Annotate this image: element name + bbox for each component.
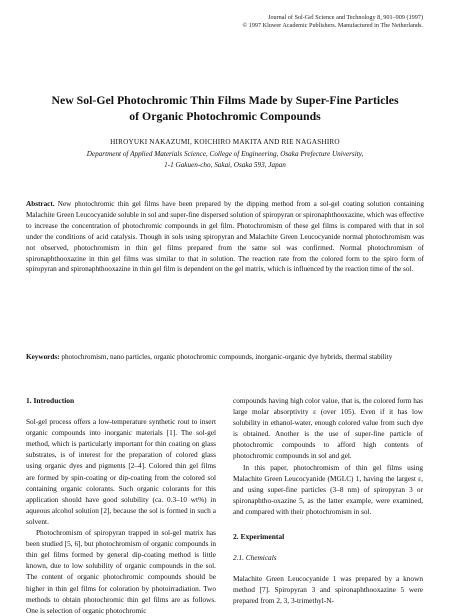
- affiliation-line-1: Department of Applied Materials Science, College of Engineering, Osaka Prefecture University,: [86, 150, 364, 158]
- authors: HIROYUKI NAKAZUMI, KOICHIRO MAKITA AND RIE NAGASHIRO: [110, 138, 340, 146]
- title-line-1: New Sol-Gel Photochromic Thin Films Made by Super-Fine Particles: [51, 93, 399, 107]
- intro-paragraph-2: Photochromism of spiropyran trapped in sol-gel matrix has been studied [5, 6], but photochromism of organic compounds in thin gel films formed by general dip-coating method is little known, due to low solubility of organic compounds in the sol. The content of organic photochromic compounds should be higher in thin gel films for coloration by photoirradiation. Two methods to obtain photochromic thin gel films are as follows. One is selection of organic photochromic: [26, 528, 216, 615]
- title-line-2: of Organic Photochromic Compounds: [129, 108, 321, 123]
- journal-citation: Journal of Sol-Gel Science and Technology 8, 901–909 (1997): [268, 14, 423, 21]
- keywords: [26, 352, 424, 363]
- section-heading-experimental: 2. Experimental: [233, 532, 285, 542]
- intro-paragraph-4: In this paper, photochromism of thin gel films using Malachite Green Leucocyanide (MGLC) 1, having the largest ε, and using super-fine particles (3–8 nm) of spiropyran 3 or spironaphtho-oxazine 5, as the latter example, were examined, and compared with their photochromism in sol.: [233, 462, 423, 516]
- intro-paragraph-1: Sol-gel process offers a low-temperature synthetic rout to insert organic compounds into inorganic materials [1]. The sol-gel method, which is particularly important for thin coating on glass substrates, is of interest for the preparation of colored glass using organic dyes and pigments [2–4]. Colored thin gel films are formed by spin-coating or dip-coating from the colored sol containing organic colorants. Such organic colorants for this application should have good solubility (ca. 0.3–10 wt%) in aqueous alcohol solution [2], because the sol is formed in such a solvent.: [26, 417, 216, 526]
- chemicals-paragraph: Malachite Green Leucocyanide 1 was prepared by a known method [7]. Spiropyran 3 and spironaphthooxazine 5 were prepared from 2, 3, 3-trimethyl-N-: [233, 574, 423, 606]
- keywords-label: Keywords:: [26, 353, 60, 361]
- abstract: [26, 199, 424, 275]
- keywords-text: photochromism, nano particles, organic photochromic compounds, inorganic-organic dye hybrids, thermal stability: [61, 353, 393, 361]
- subsection-heading-chemicals: 2.1. Chemicals: [233, 553, 277, 563]
- affiliation: [20, 149, 430, 171]
- abstract-label: Abstract.: [26, 200, 55, 208]
- journal-copyright: © 1997 Kluwer Academic Publishers. Manufactured in The Netherlands.: [242, 22, 423, 29]
- article-title: [20, 93, 430, 124]
- journal-header: [242, 14, 423, 30]
- abstract-text: New photochromic thin gel films have been prepared by the dipping method from a sol-gel coating solution containing Malachite Green Leucocyanide soluble in sol and super-fine dispersed solution of spiropyran or spironaphthooxazine, which was effective to increase the concentration of photochromic compounds in gel film. Photochromism of these gel films is compared with that in sol under the conditions of acid catalysis. Though in sols using spiropyran and Malachite Green Leucocyanide normal photochromism was not observed, photochromism in thin gel films prepared from the same sol was confirmed. Normal photochromism of spironaphthooxazine in thin gel films was similar to that in solution. The reaction rate from the colored form to the spiro form of spiropyran and spironaphthooxazine in thin gel film is dependent on the gel matrix, which is influenced by the reaction time of the sol.: [26, 200, 424, 274]
- left-column: [26, 375, 216, 616]
- intro-paragraph-3: compounds having high color value, that is, the colored form has large molar absorptivity ε (over 105). Even if it has low solubility in ethanol-water, enough colored value from such dye is obtained. Another is the use of super-fine particle of photochromic compounds to afford high contents of photochromic compounds in sol and gel.: [233, 396, 423, 461]
- section-heading-introduction: 1. Introduction: [26, 396, 75, 405]
- right-column: [233, 375, 423, 607]
- affiliation-line-2: 1-1 Gakuen-cho, Sakai, Osaka 593, Japan: [164, 161, 286, 169]
